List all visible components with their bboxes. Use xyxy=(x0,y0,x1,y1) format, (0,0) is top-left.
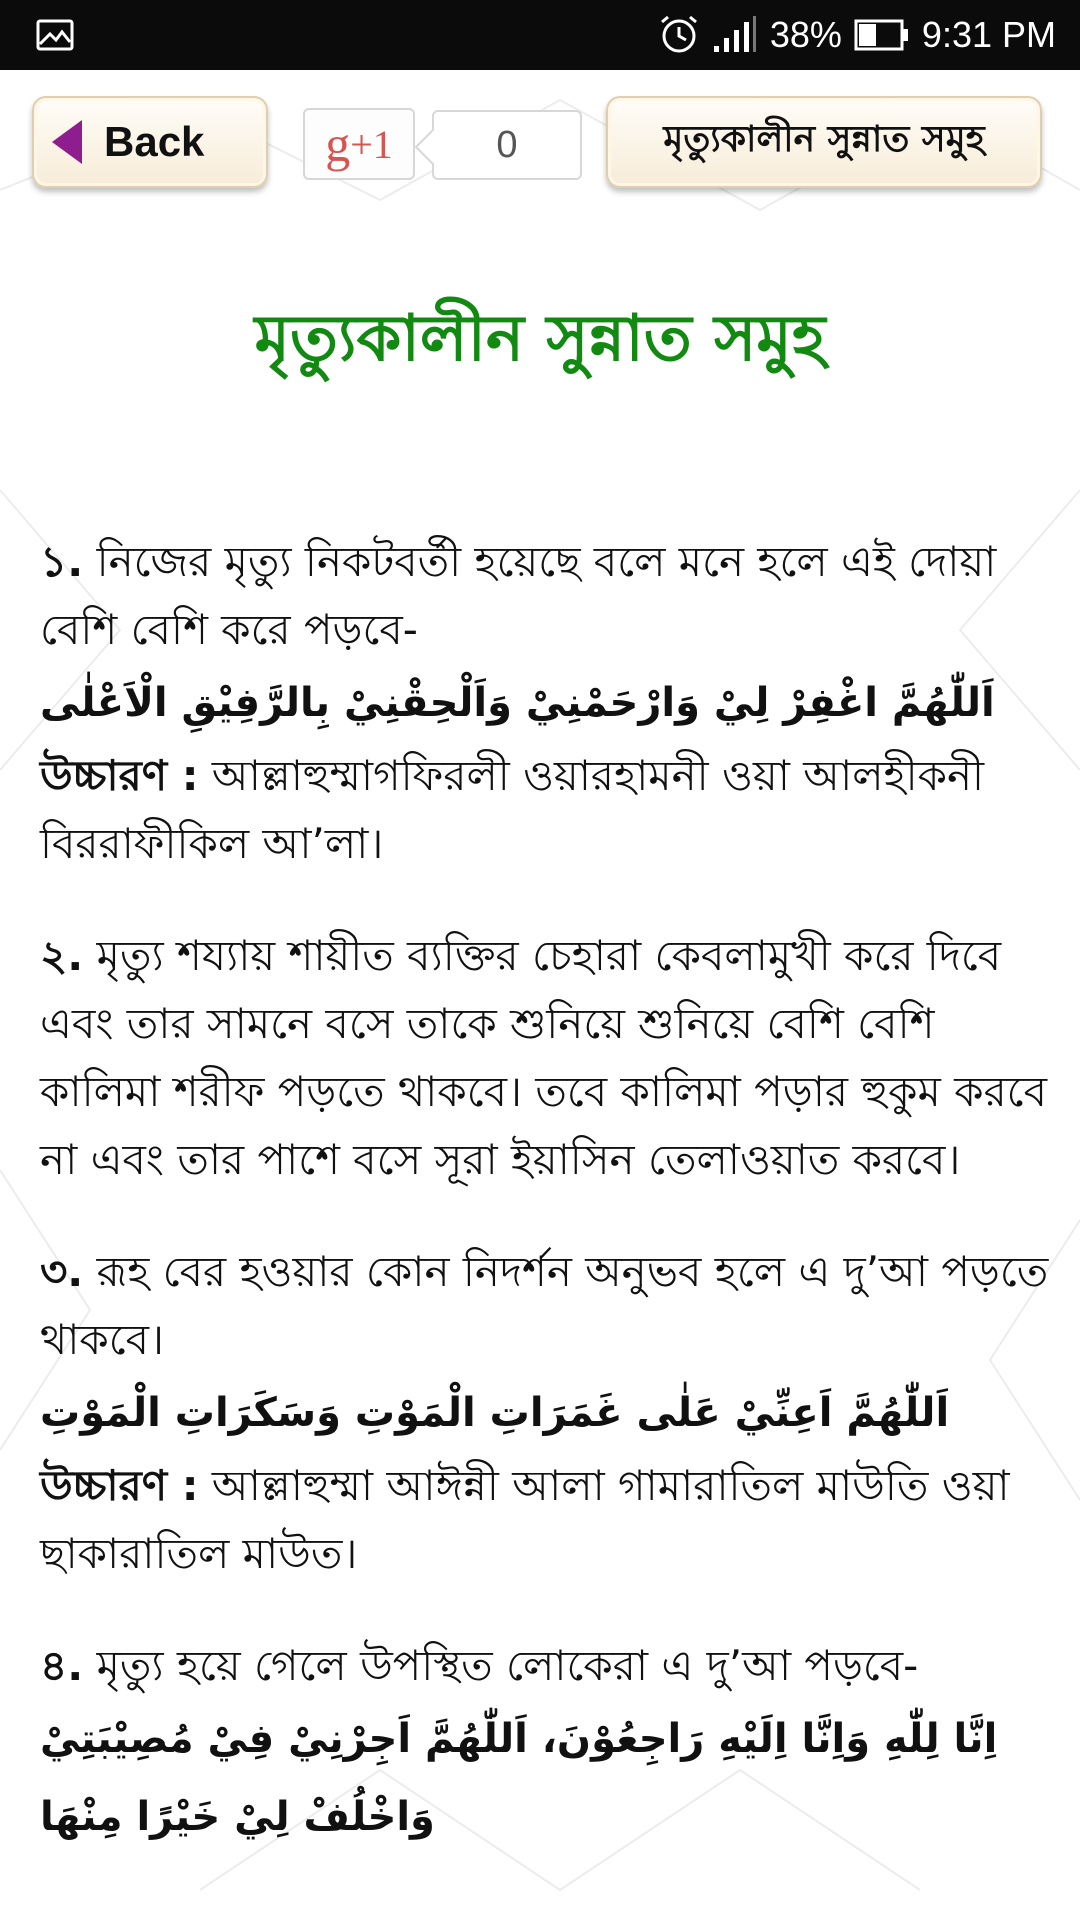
item-number: ৪. xyxy=(40,1641,84,1690)
list-item xyxy=(40,922,1050,1194)
back-button[interactable] xyxy=(32,96,268,188)
item-text xyxy=(40,1632,1050,1700)
alarm-icon xyxy=(658,14,700,56)
item-text xyxy=(40,528,1050,664)
pronunciation xyxy=(40,742,1050,878)
pronunciation-text: আল্লাহুম্মা আঈন্নী আলা গামারাতিল মাউতি ওয়া ছাকারাতিল মাউত। xyxy=(40,1461,1010,1578)
list-item xyxy=(40,1632,1050,1856)
pronunciation-text: আল্লাহুম্মাগফিরলী ওয়ারহামনী ওয়া আলহীকনী বিররাফীকিল আ’লা। xyxy=(40,751,985,868)
list-item xyxy=(40,528,1050,878)
back-label: Back xyxy=(104,118,205,165)
pronunciation-label: উচ্চারণ : xyxy=(40,751,199,800)
list-item xyxy=(40,1238,1050,1588)
item-text xyxy=(40,922,1050,1194)
page-title: মৃত্যুকালীন সুন্নাত সমুহ xyxy=(254,302,826,376)
toolbar xyxy=(0,70,1080,210)
status-bar xyxy=(0,0,1080,70)
google-plus-g: g xyxy=(325,116,351,172)
google-plus-one-button[interactable] xyxy=(303,108,415,180)
item-body: রূহ বের হওয়ার কোন নিদর্শন অনুভব হলে এ দু’আ পড়তে থাকবে। xyxy=(40,1247,1049,1364)
clock: 9:31 PM xyxy=(921,14,1056,55)
pronunciation xyxy=(40,1452,1050,1588)
arabic-dua: اَللّٰهُمَّ اغْفِرْ لِيْ وَارْحَمْنِيْ وَاَلْحِقْنِيْ بِالرَّفِيْقِ الْاَعْلٰى xyxy=(40,680,995,726)
arabic-dua: اَللّٰهُمَّ اَعِنِّيْ عَلٰى غَمَرَاتِ الْمَوْتِ وَسَكَرَاتِ الْمَوْتِ xyxy=(40,1390,950,1436)
pronunciation-label: উচ্চারণ : xyxy=(40,1461,199,1510)
image-icon xyxy=(36,18,74,52)
item-number: ২. xyxy=(40,931,84,980)
signal-icon xyxy=(712,16,758,54)
item-body: মৃত্যু হয়ে গেলে উপস্থিত লোকেরা এ দু’আ পড়বে- xyxy=(96,1641,919,1690)
google-plus-count-value: 0 xyxy=(496,123,518,166)
google-plus-count xyxy=(432,110,582,180)
title-button[interactable]: মৃত্যুকালীন সুন্নাত সমুহ xyxy=(606,96,1042,188)
google-plus-label: +1 xyxy=(350,121,393,167)
item-number: ১. xyxy=(40,537,84,586)
battery-icon xyxy=(854,18,910,52)
battery-percent: 38% xyxy=(769,14,842,55)
item-number: ৩. xyxy=(40,1247,84,1296)
item-body: মৃত্যু শয্যায় শায়ীত ব্যক্তির চেহারা কেবলামুখী করে দিবে এবং তার সামনে বসে তাকে শুনিয়ে শুনিয়ে বেশি বেশি কালিমা শরীফ পড়তে থাকবে। তবে কালিমা পড়ার হুকুম করবে না এবং তার পাশে বসে সূরা ইয়াসিন তেলাওয়াত করবে। xyxy=(40,931,1047,1184)
item-text xyxy=(40,1238,1050,1374)
content xyxy=(40,528,1050,1900)
arabic-dua: اِنَّا لِلّٰهِ وَاِنَّا اِلَيْهِ رَاجِعُوْنَ، اَللّٰهُمَّ اَجِرْنِيْ فِيْ مُصِيْبَتِيْ وَاخْلُفْ لِيْ خَيْرًا مِنْهَا xyxy=(40,1716,998,1840)
item-body: নিজের মৃত্যু নিকটবর্তী হয়েছে বলে মনে হলে এই দোয়া বেশি বেশি করে পড়বে- xyxy=(40,537,997,654)
back-arrow-icon xyxy=(52,120,82,164)
